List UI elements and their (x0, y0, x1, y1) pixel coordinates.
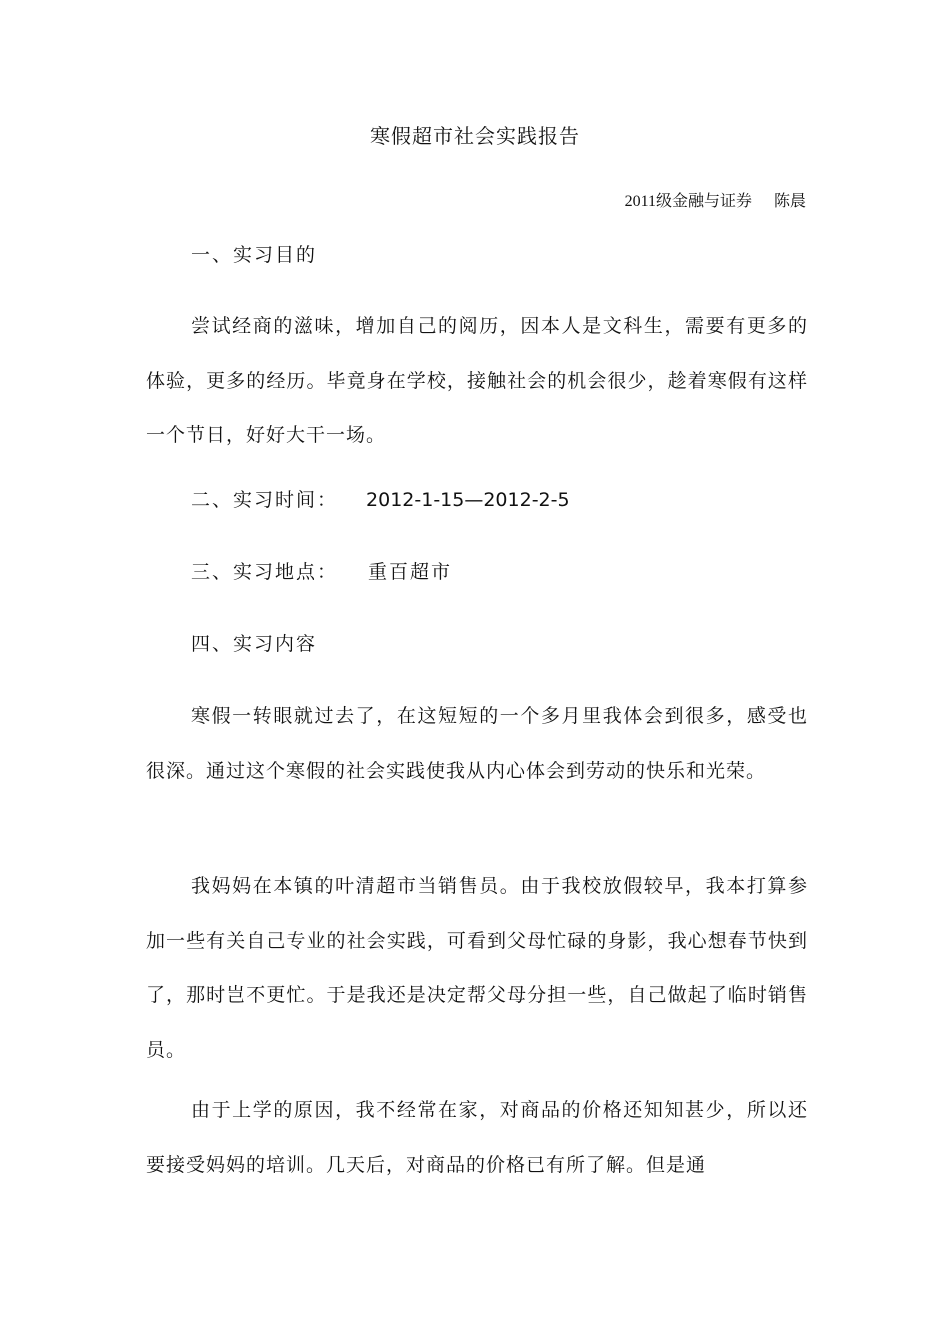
place-heading: 三、实习地点： (191, 561, 339, 583)
content-paragraph-1: 寒假一转眼就过去了，在这短短的一个多月里我体会到很多，感受也很深。通过这个寒假的社会实践使我从内心体会到劳动的快乐和光荣。 (146, 705, 808, 782)
author-line (625, 188, 806, 211)
place-value: 重百超市 (368, 561, 453, 583)
content-paragraph-3: 由于上学的原因，我不经常在家，对商品的价格还知知甚少，所以还要接受妈妈的培训。几天后，对商品的价格已有所了解。但是通 (146, 1099, 808, 1176)
author-name: 陈晨 (773, 193, 806, 210)
time-heading: 二、实习时间： (191, 489, 339, 511)
document-title: 寒假超市社会实践报告 (370, 124, 580, 148)
content-heading: 四、实习内容 (191, 633, 318, 655)
time-value: 2012-1-15—2012-2-5 (366, 489, 570, 511)
time-heading-row (191, 485, 570, 512)
author-class: 2011级金融与证券 (624, 193, 752, 210)
place-heading-row (191, 557, 452, 584)
content-paragraph-2: 我妈妈在本镇的叶清超市当销售员。由于我校放假较早，我本打算参加一些有关自己专业的社会实践，可看到父母忙碌的身影，我心想春节快到了，那时岂不更忙。于是我还是决定帮父母分担一些，自己做起了临时销售员。 (146, 875, 808, 1061)
purpose-paragraph: 尝试经商的滋味，增加自己的阅历，因本人是文科生，需要有更多的体验，更多的经历。毕竟身在学校，接触社会的机会很少，趁着寒假有这样一个节日，好好大干一场。 (146, 315, 808, 446)
purpose-heading: 一、实习目的 (191, 244, 318, 266)
